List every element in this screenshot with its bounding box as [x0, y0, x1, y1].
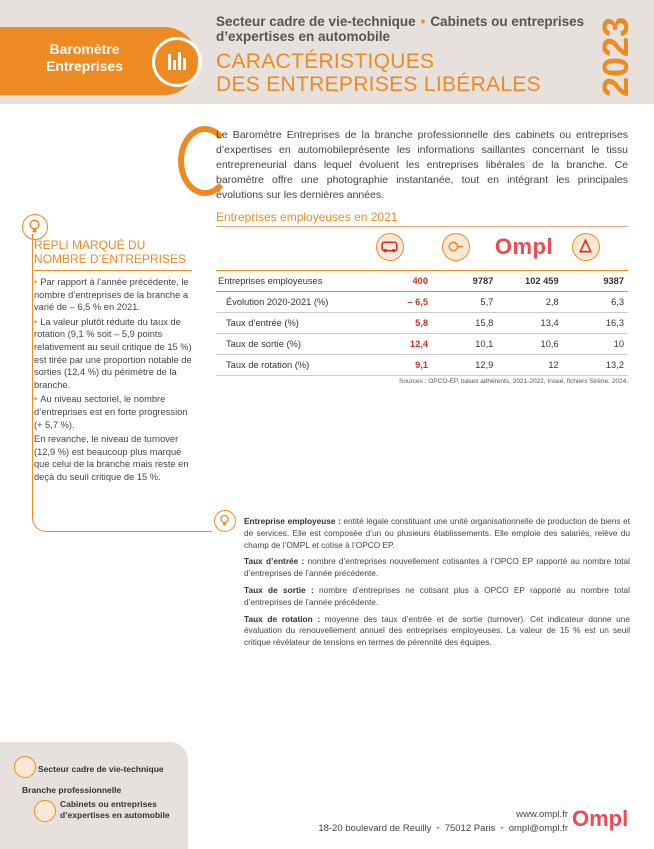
header-sector: [216, 14, 586, 44]
cell-ompl: 102 459: [497, 271, 562, 292]
row-label: Taux de rotation (%): [216, 355, 367, 376]
cell-branch: 5,8: [367, 313, 432, 334]
footer-branch-name: [60, 799, 170, 821]
definition-item: [244, 585, 630, 609]
separator: •: [436, 823, 440, 834]
table-title: Entreprises employeuses en 2021: [216, 210, 398, 224]
sidebar-title-rule: [34, 270, 192, 271]
table-row: [216, 271, 628, 292]
definitions: [244, 516, 630, 654]
sidebar-paragraph: [34, 433, 192, 483]
definition-text: nombre d’entreprises nouvellement cotisantes à l’OPCO EP rapporté au nombre total d’entreprises de l’année précédente.: [244, 556, 630, 579]
address: 18-20 boulevard de Reuilly: [318, 823, 432, 834]
lightbulb-icon: [214, 510, 236, 532]
cell-sector: 10,1: [432, 334, 497, 355]
footer-branch-label: Branche professionnelle: [22, 785, 122, 795]
sidebar-p1: Par rapport à l’année précédente, le nombre d’entreprises de la branche a varié de – 6,5 % en 2021.: [34, 277, 189, 313]
year-label: [596, 14, 636, 100]
cell-all: 6,3: [563, 292, 628, 313]
row-label: Taux de sortie (%): [216, 334, 367, 355]
cell-branch: 400: [367, 271, 432, 292]
data-table: [216, 270, 628, 376]
cell-sector: 5,7: [432, 292, 497, 313]
table-source: Sources : OPCO-EP, bases adhérents, 2021-2022, Insee, fichiers Sirène, 2024.: [399, 378, 628, 385]
website-link[interactable]: www.ompl.fr: [516, 809, 568, 820]
year-text: 2023: [595, 16, 636, 98]
table-row: [216, 313, 628, 334]
definition-item: [244, 614, 630, 649]
cell-sector: 15,8: [432, 313, 497, 334]
city: 75012 Paris: [444, 823, 496, 834]
footer-sector: Secteur cadre de vie-technique: [38, 764, 164, 774]
cell-sector: 12,9: [432, 355, 497, 376]
footer-branch-line2: d’expertises en automobile: [60, 810, 170, 820]
ompl-logo: [492, 232, 556, 262]
cell-all: 10: [563, 334, 628, 355]
footer-contact: [300, 808, 568, 836]
definition-text: moyenne des taux d’entrée et de sortie (turnover). Cet indicateur donne une évaluation du renouvellement annuel des entreprises employeuses. La valeur de 15 % est un seuil critique révélateur de tensions en termes de pérennité des équipes.: [244, 613, 630, 648]
cell-all: 13,2: [563, 355, 628, 376]
branch-logo-icon: [34, 800, 56, 822]
sidebar-text: [34, 276, 192, 486]
sector-separator: •: [420, 14, 426, 29]
definition-text: nombre d’entreprises ne cotisant plus à OPCO EP rapporté au nombre total d’entreprises de l’année précédente.: [244, 584, 630, 607]
table-title-rule: [216, 226, 628, 227]
definition-term: Taux d’entrée :: [244, 556, 305, 567]
cell-branch: 12,4: [367, 334, 432, 355]
row-label: Évolution 2020-2021 (%): [216, 292, 367, 313]
row-label: Entreprises employeuses: [216, 271, 367, 292]
table-row: [216, 292, 628, 313]
address-line: [300, 822, 568, 836]
sidebar-paragraph: [34, 316, 192, 392]
bullet: •: [34, 394, 38, 405]
definition-term: Taux de rotation :: [244, 613, 321, 624]
sidebar-p3: Au niveau sectoriel, le nombre d’entreprises est en forte progression (+ 5,7 %).: [34, 394, 188, 430]
cell-ompl: 2,8: [497, 292, 562, 313]
row-label: Taux d’entrée (%): [216, 313, 367, 334]
sector-logo-icon: [436, 232, 476, 262]
email-link[interactable]: ompl@ompl.fr: [508, 823, 568, 834]
definition-term: Taux de sortie :: [244, 584, 314, 595]
definition-term: Entreprise employeuse :: [244, 516, 341, 526]
branch-name: Cabinets ou entreprises d’expertises en automobile: [216, 14, 585, 44]
sidebar-title: REPLI MARQUÉ DU NOMBRE D’ENTREPRISES: [34, 238, 187, 266]
badge-line2: Entreprises: [46, 58, 124, 74]
sector-logo-icon: [14, 756, 36, 778]
all-branches-logo-icon: [566, 232, 606, 262]
bullet: •: [34, 277, 38, 287]
cell-all: 9387: [563, 271, 628, 292]
bullet: •: [34, 316, 38, 327]
definition-item: [244, 516, 630, 551]
cell-branch: – 6,5: [367, 292, 432, 313]
cell-branch: 9,1: [367, 355, 432, 376]
branch-logo-icon: [370, 232, 410, 262]
definition-text: entité légale constituant une unité organisationnelle de production de biens et de services. Elle est composée d’un ou plusieurs établissements. Elle emploie des salariés, relève du champ de l’OMPL et cotise à l’OPCO EP.: [244, 516, 630, 550]
page-title-line2: DES ENTREPRISES LIBÉRALES: [216, 73, 541, 96]
barometre-badge: [0, 27, 198, 95]
page-title-line1: CARACTÉRISTIQUES: [216, 50, 435, 73]
ompl-logo-text: Ompl: [494, 234, 554, 259]
cell-all: 16,3: [563, 313, 628, 334]
separator: •: [500, 823, 504, 834]
chart-bars-icon: [152, 37, 202, 87]
sidebar-paragraph: [34, 276, 192, 314]
badge-label: [46, 41, 123, 75]
sector-name: Secteur cadre de vie-technique: [216, 14, 416, 29]
intro-paragraph: Le Baromètre Entreprises de la branche professionnelle des cabinets ou entreprises d’expertises en automobileprésente les informations saillantes concernant le tissu entrepreneurial dans lequel évoluent les entreprises libérales de la branche. Ce baromètre offre une photographie instantanée, tout en intégrant les principales évolutions sur les dernières années.: [216, 129, 628, 201]
footer-card: [0, 742, 188, 849]
cell-ompl: 12: [497, 355, 562, 376]
sidebar-paragraph: [34, 393, 192, 431]
cell-ompl: 13,4: [497, 313, 562, 334]
sidebar-p2: La valeur plutôt réduite du taux de rotation (9,1 % soit – 5,9 points relativement au seuil critique de 15 %) est tirée par une proportion notable de sorties (12,4 %) du périmètre de la branche.: [34, 316, 192, 390]
definition-item: [244, 556, 630, 580]
page-title: [216, 50, 541, 96]
sidebar-p4: En revanche, le niveau de turnover (12,9 %) est beaucoup plus marqué que celui de la branche mais reste en deçà du seuil critique de 15 %.: [34, 434, 189, 482]
badge-line1: Baromètre: [49, 41, 120, 57]
cell-ompl: 10,6: [497, 334, 562, 355]
footer-branch-line1: Cabinets ou entreprises: [60, 799, 157, 809]
table-row: [216, 355, 628, 376]
ompl-footer-logo: Ompl: [572, 806, 629, 831]
table-row: [216, 334, 628, 355]
cell-sector: 9787: [432, 271, 497, 292]
